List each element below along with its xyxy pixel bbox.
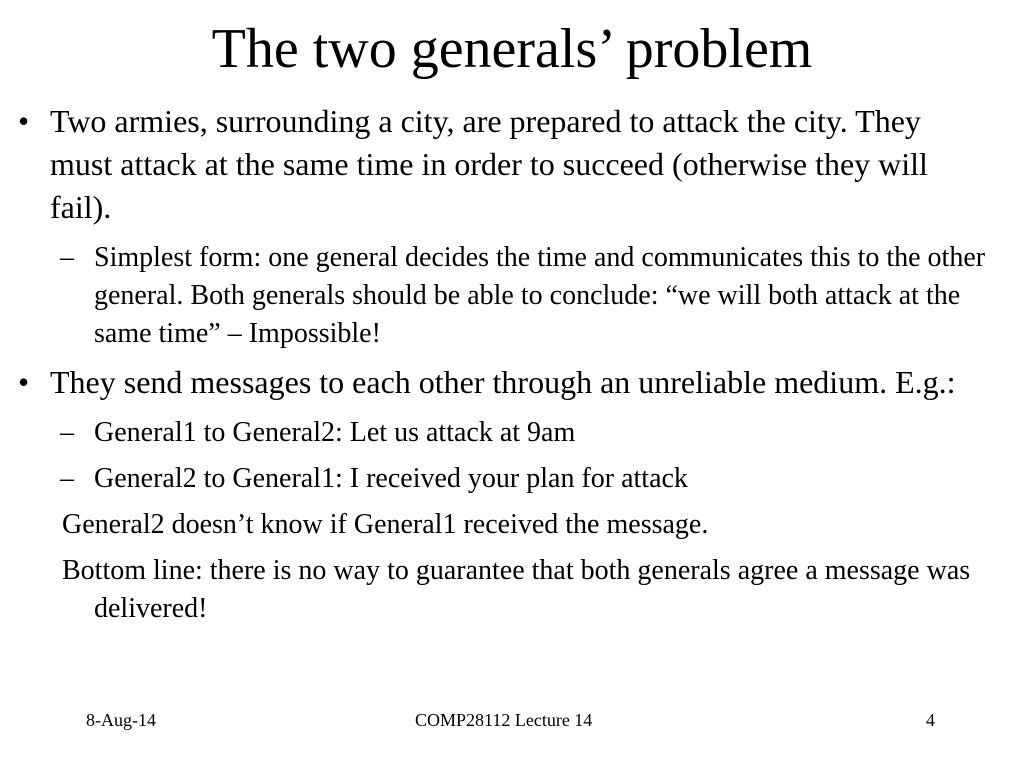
bullet-armies-text: Two armies, surrounding a city, are prepared to attack the city. They must attack at the same time in order to succeed (otherwise they will fail). — [50, 103, 928, 225]
subbullet-message-1-text: General1 to General2: Let us attack at 9am — [94, 417, 576, 448]
bullet-armies — [18, 100, 980, 229]
subbullet-simplest-form-text: Simplest form: one general decides the time and communicates this to the other general. Both generals should be able to conclude: “we will both attack at the same time” – Impossible! — [94, 242, 986, 349]
slide-body — [0, 100, 1024, 636]
dash-mark: – — [60, 463, 74, 494]
bullet-messages-text: They send messages to each other through an unreliable medium. E.g.: — [50, 364, 956, 400]
subbullet-message-2 — [60, 460, 1014, 498]
note-bottom-line: Bottom line: there is no way to guarantee that both generals agree a message was delivered! — [62, 555, 971, 624]
bullet-messages — [18, 361, 980, 404]
footer-date: 8-Aug-14 — [86, 710, 156, 730]
slide-title: The two generals’ problem — [211, 18, 813, 80]
note-general2: General2 doesn’t know if General1 received the message. — [62, 509, 709, 540]
dash-mark: – — [60, 242, 74, 273]
footer-course: COMP28112 Lecture 14 — [415, 710, 593, 730]
bullet-mark: • — [18, 103, 30, 139]
subbullet-message-1 — [60, 414, 1014, 452]
bullet-mark: • — [18, 364, 30, 400]
footer-page-number: 4 — [926, 710, 935, 730]
dash-mark: – — [60, 417, 74, 448]
subbullet-simplest-form — [60, 239, 1014, 353]
subbullet-message-2-text: General2 to General1: I received your plan for attack — [94, 463, 688, 494]
